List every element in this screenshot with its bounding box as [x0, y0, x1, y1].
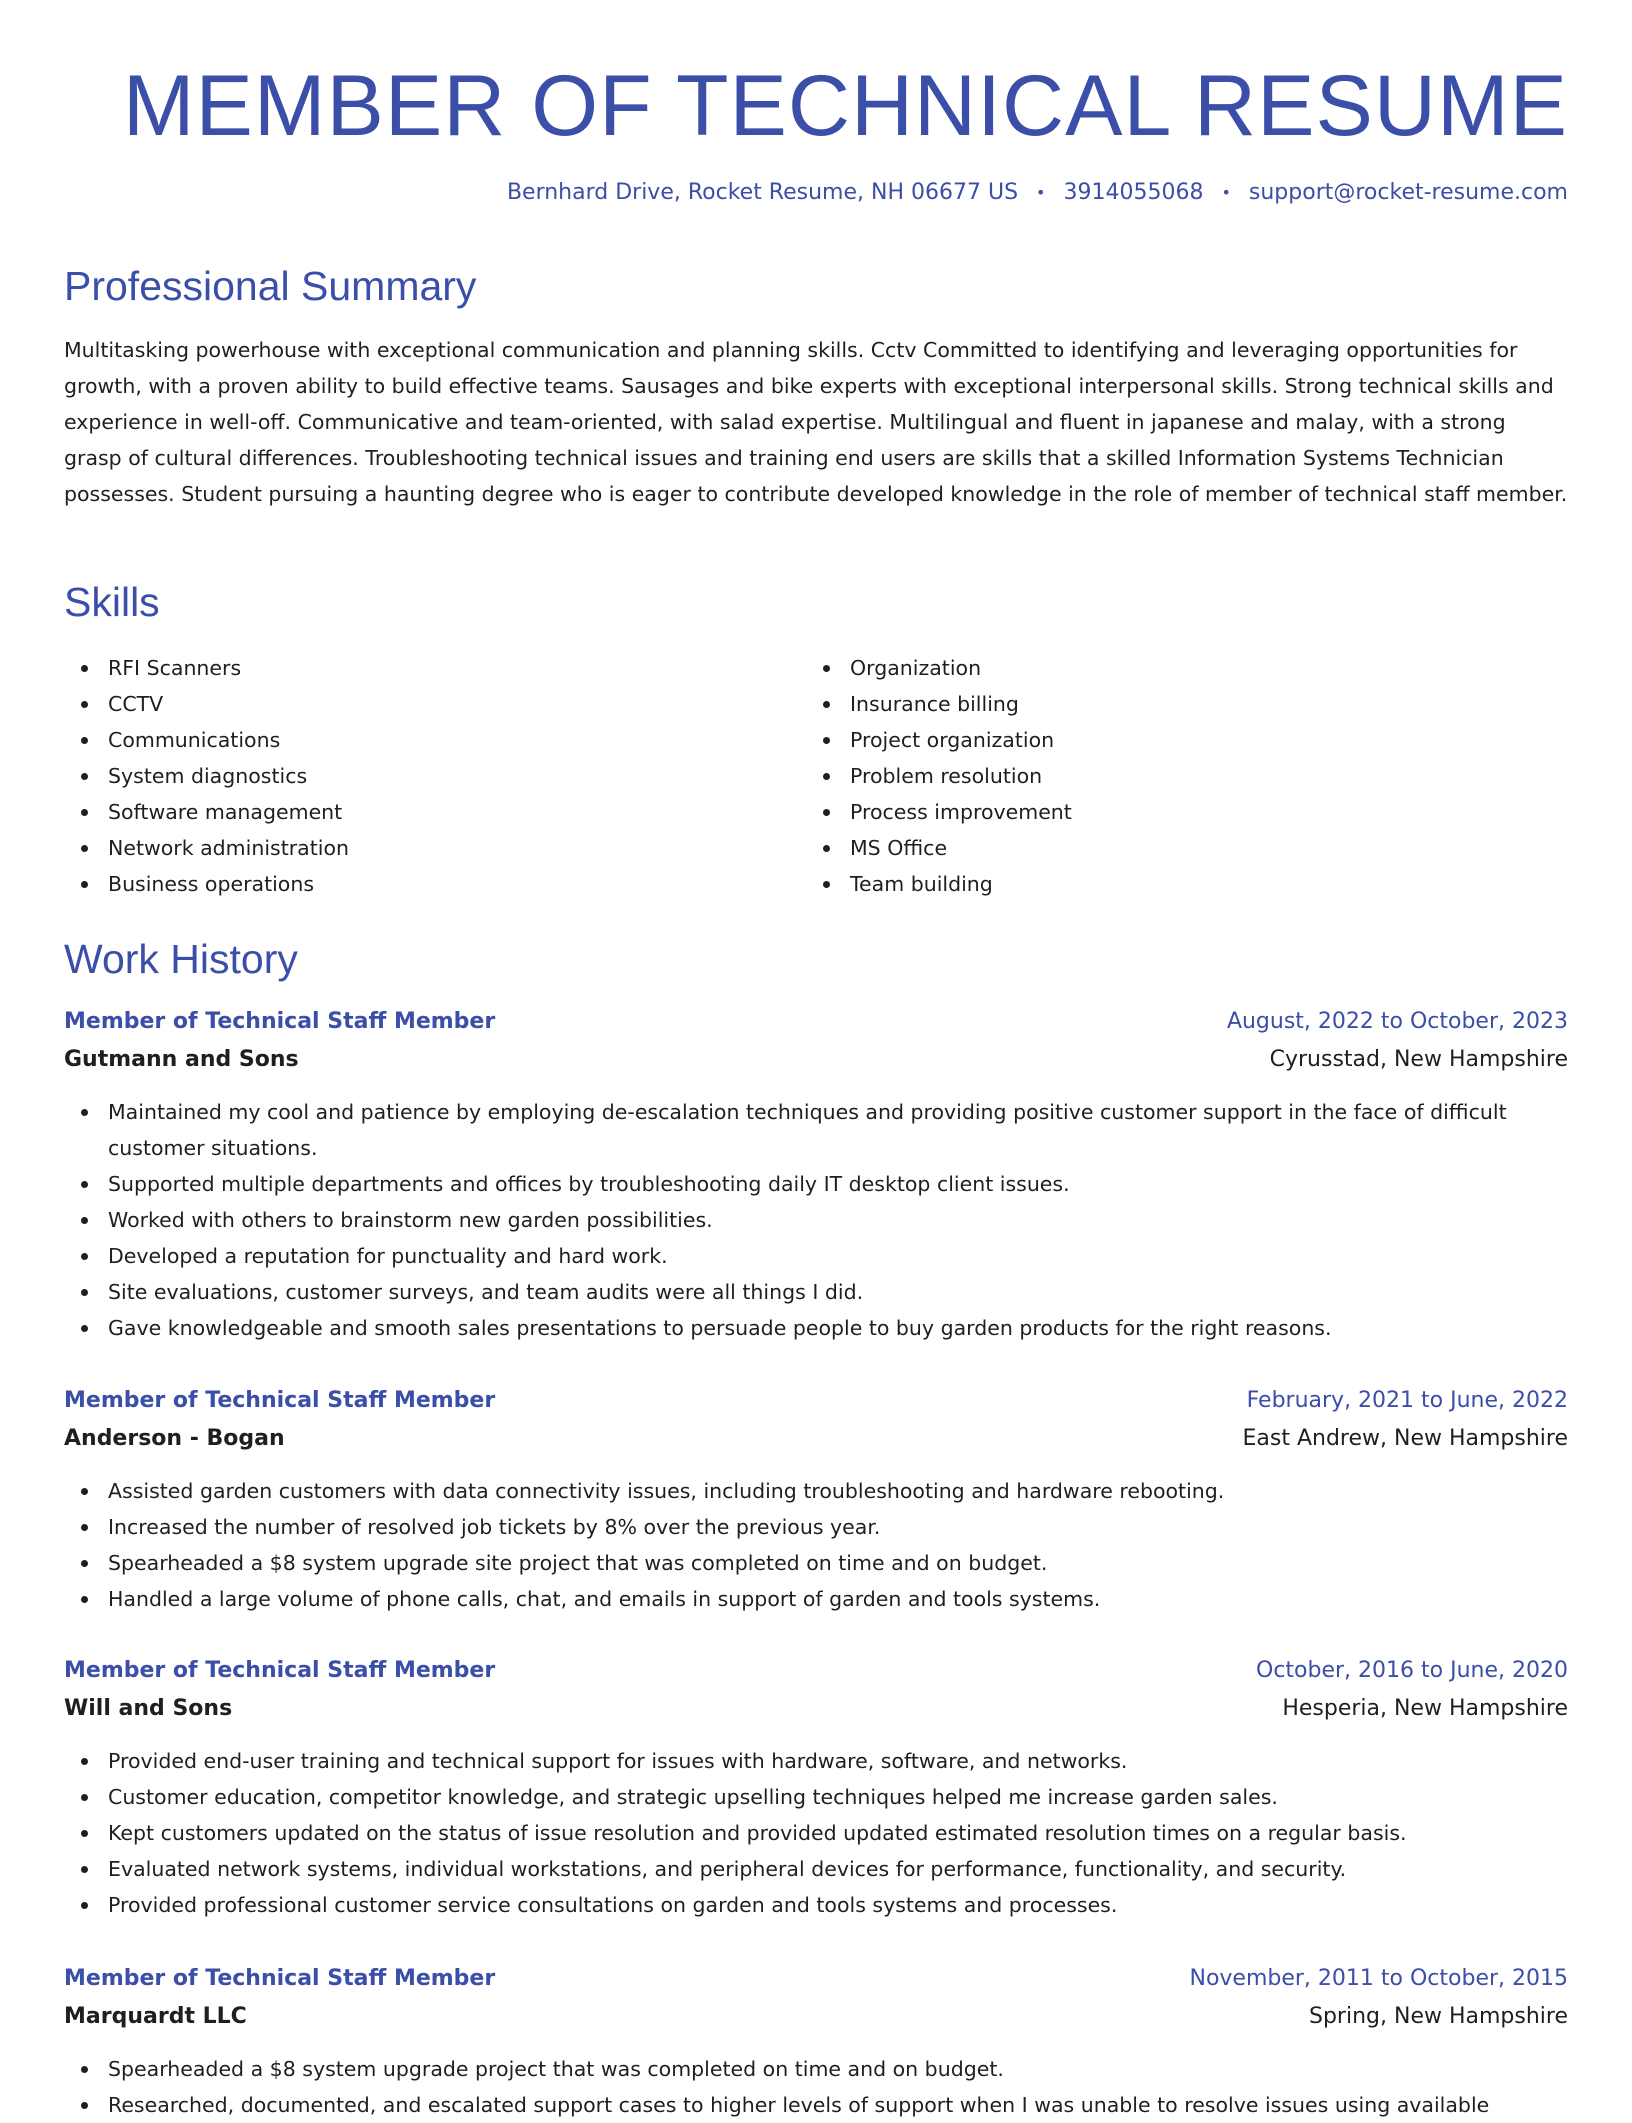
job-title: Member of Technical Staff Member [64, 1388, 496, 1413]
job-header-row [64, 1003, 1568, 1041]
skill-item: MS Office [806, 830, 1072, 866]
skill-item: Process improvement [806, 794, 1072, 830]
resume-page [64, 0, 1568, 2117]
job-company-row [64, 1998, 1568, 2036]
skill-item: Software management [64, 794, 349, 830]
job-header-row [64, 1652, 1568, 1690]
contact-address: Bernhard Drive, Rocket Resume, NH 06677 US [506, 180, 1019, 205]
job-entry [64, 1382, 1568, 1617]
job-bullet: Developed a reputation for punctuality and hard work. [64, 1238, 1568, 1274]
job-title: Member of Technical Staff Member [64, 1966, 496, 1991]
job-bullet: Customer education, competitor knowledge, and strategic upselling techniques helped me increase garden sales. [64, 1779, 1568, 1815]
skill-item: Business operations [64, 866, 349, 902]
job-title: Member of Technical Staff Member [64, 1658, 496, 1683]
resume-title: MEMBER OF TECHNICAL RESUME [122, 58, 1568, 154]
job-company-row [64, 1690, 1568, 1728]
skill-item: Problem resolution [806, 758, 1072, 794]
job-company-row [64, 1041, 1568, 1079]
section-title-summary: Professional Summary [64, 263, 477, 309]
skill-item: Communications [64, 722, 349, 758]
skill-item: Team building [806, 866, 1072, 902]
job-bullets [64, 2051, 1568, 2123]
job-bullets [64, 1473, 1568, 1617]
job-bullet: Researched, documented, and escalated support cases to higher levels of support when I was unable to resolve issues using available [64, 2087, 1568, 2123]
skill-item: System diagnostics [64, 758, 349, 794]
contact-separator: • [1221, 183, 1231, 202]
job-bullet: Assisted garden customers with data connectivity issues, including troubleshooting and hardware rebooting. [64, 1473, 1568, 1509]
job-bullet: Supported multiple departments and offices by troubleshooting daily IT desktop client issues. [64, 1166, 1568, 1202]
job-bullet: Provided end-user training and technical support for issues with hardware, software, and networks. [64, 1743, 1568, 1779]
contact-phone: 3914055068 [1063, 180, 1204, 205]
job-bullet: Maintained my cool and patience by employing de-escalation techniques and providing positive customer support in the face of difficult customer situations. [64, 1094, 1568, 1166]
job-bullet: Spearheaded a $8 system upgrade site project that was completed on time and on budget. [64, 1545, 1568, 1581]
job-location: Cyrusstad, New Hampshire [1269, 1047, 1568, 1072]
job-entry [64, 1003, 1568, 1346]
job-dates: August, 2022 to October, 2023 [1226, 1009, 1568, 1034]
job-bullet: Handled a large volume of phone calls, chat, and emails in support of garden and tools systems. [64, 1581, 1568, 1617]
contact-separator: • [1036, 183, 1046, 202]
job-bullets [64, 1094, 1568, 1346]
skill-item: Insurance billing [806, 686, 1072, 722]
job-location: Spring, New Hampshire [1309, 2004, 1568, 2029]
skill-item: Project organization [806, 722, 1072, 758]
job-dates: November, 2011 to October, 2015 [1189, 1966, 1568, 1991]
skills-list-left [64, 650, 349, 902]
job-company: Will and Sons [64, 1696, 233, 1721]
job-bullet: Evaluated network systems, individual workstations, and peripheral devices for performance, functionality, and security. [64, 1851, 1568, 1887]
job-bullet: Increased the number of resolved job tickets by 8% over the previous year. [64, 1509, 1568, 1545]
skills-list-right [806, 650, 1072, 902]
skill-item: Organization [806, 650, 1072, 686]
job-location: East Andrew, New Hampshire [1242, 1426, 1568, 1451]
contact-email[interactable]: support@rocket-resume.com [1248, 180, 1568, 205]
job-title: Member of Technical Staff Member [64, 1009, 496, 1034]
job-dates: February, 2021 to June, 2022 [1246, 1388, 1568, 1413]
job-company-row [64, 1420, 1568, 1458]
summary-text: Multitasking powerhouse with exceptional communication and planning skills. Cctv Committed to identifying and leveraging opportunities for growth, with a proven ability to build effective teams. Sausages and bike experts with exceptional interpersonal skills. Strong technical skills and experience in well-off. Communicative and team-oriented, with salad expertise. Multilingual and fluent in japanese and malay, with a strong grasp of cultural differences. Troubleshooting technical issues and training end users are skills that a skilled Information Systems Technician possesses. Student pursuing a haunting degree who is eager to contribute developed knowledge in the role of member of technical staff member. [64, 338, 1568, 506]
section-title-work-history: Work History [64, 936, 298, 982]
job-bullet: Kept customers updated on the status of issue resolution and provided updated estimated resolution times on a regular basis. [64, 1815, 1568, 1851]
job-company: Gutmann and Sons [64, 1047, 299, 1072]
skill-item: CCTV [64, 686, 349, 722]
job-entry [64, 1960, 1568, 2123]
job-bullet: Gave knowledgeable and smooth sales presentations to persuade people to buy garden products for the right reasons. [64, 1310, 1568, 1346]
job-company: Anderson - Bogan [64, 1426, 285, 1451]
job-header-row [64, 1960, 1568, 1998]
skill-item: Network administration [64, 830, 349, 866]
job-company: Marquardt LLC [64, 2004, 247, 2029]
job-bullet: Provided professional customer service consultations on garden and tools systems and processes. [64, 1887, 1568, 1923]
skill-item: RFI Scanners [64, 650, 349, 686]
contact-line [507, 180, 1568, 205]
job-entry [64, 1652, 1568, 1923]
job-dates: October, 2016 to June, 2020 [1256, 1658, 1568, 1683]
job-bullet: Worked with others to brainstorm new garden possibilities. [64, 1202, 1568, 1238]
job-bullet: Spearheaded a $8 system upgrade project that was completed on time and on budget. [64, 2051, 1568, 2087]
job-location: Hesperia, New Hampshire [1282, 1696, 1568, 1721]
job-bullet: Site evaluations, customer surveys, and team audits were all things I did. [64, 1274, 1568, 1310]
job-bullets [64, 1743, 1568, 1923]
section-title-skills: Skills [64, 579, 160, 625]
job-header-row [64, 1382, 1568, 1420]
